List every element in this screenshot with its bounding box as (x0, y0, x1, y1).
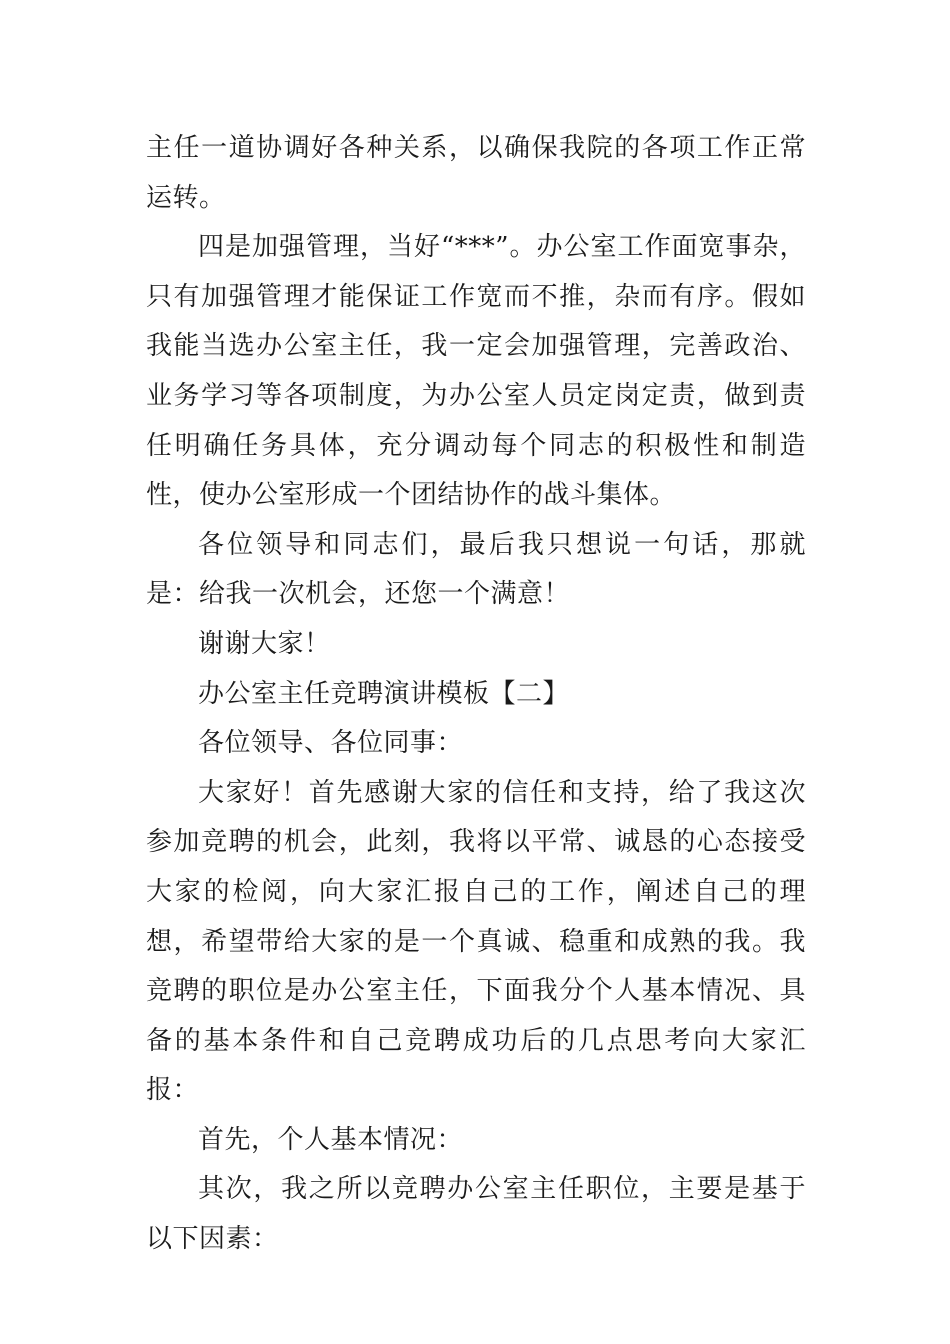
paragraph-thanks: 谢谢大家！ (198, 628, 331, 659)
paragraph-management: 四是加强管理，当好“***”。办公室工作面宽事杂，只有加强管理才能保证工作宽而不推，杂而有序。假如我能当选办公室主任，我一定会加强管理，完善政治、业务学习等各项制度，为办公室人员定岗定责，做到责任明确任务具体，充分调动每个同志的积极性和制造性，使办公室形成一个团结协作的战斗集体。 (146, 232, 806, 511)
document-body (146, 124, 806, 1265)
paragraph-continuation: 主任一道协调好各种关系，以确保我院的各项工作正常运转。 (146, 133, 806, 213)
paragraph-reasons: 其次，我之所以竞聘办公室主任职位，主要是基于以下因素： (146, 1174, 806, 1255)
paragraph-closing: 各位领导和同志们，最后我只想说一句话，那就是：给我一次机会，还您一个满意！ (146, 529, 806, 610)
section-heading: 办公室主任竞聘演讲模板【二】 (198, 678, 570, 709)
paragraph-basic-info: 首先，个人基本情况： (198, 1124, 464, 1155)
paragraph-introduction: 大家好！首先感谢大家的信任和支持，给了我这次参加竞聘的机会，此刻，我将以平常、诚恳的心态接受大家的检阅，向大家汇报自己的工作，阐述自己的理想，希望带给大家的是一个真诚、稳重和成熟的我。我竞聘的职位是办公室主任，下面我分个人基本情况、具备的基本条件和自己竞聘成功后的几点思考向大家汇报： (146, 777, 806, 1106)
paragraph-salutation: 各位领导、各位同事： (198, 728, 464, 759)
